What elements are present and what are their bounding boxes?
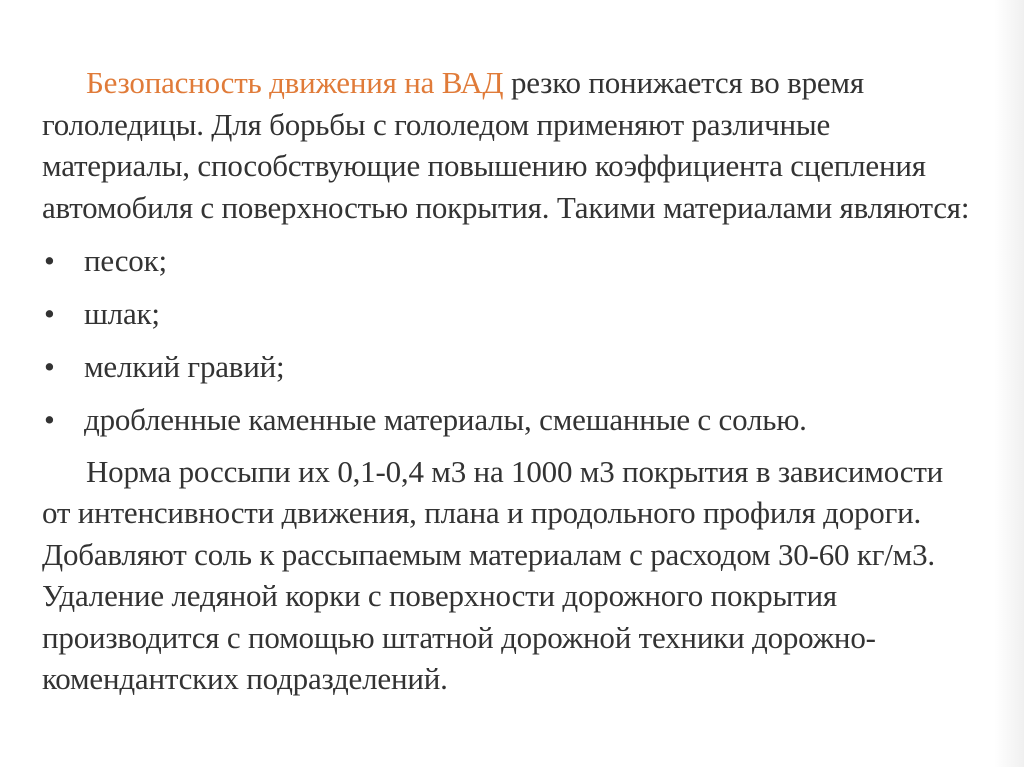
bullet-icon: • [44, 243, 55, 278]
outro-paragraph: Норма россыпи их 0,1-0,4 м3 на 1000 м3 покрытия в зависимости от интенсивности движения, плана и продольного профиля дороги. Добавляют соль к рассыпаемым материалам с расходом 30-60 кг/м3. Удаление ледяной корки с поверхности дорожного покрытия производится с помощью штатной дорожной техники дорожно-комендантских подразделений. [42, 453, 944, 696]
list-item-text: шлак; [84, 296, 160, 331]
list-item-text: мелкий гравий; [84, 349, 285, 384]
list-item [42, 346, 972, 388]
intro-highlight: Безопасность движения на ВАД [86, 65, 504, 100]
bullet-icon: • [44, 349, 55, 384]
intro-paragraph [42, 62, 972, 228]
materials-list [42, 240, 972, 441]
list-item-text: дробленные каменные материалы, смешанные с солью. [84, 402, 807, 437]
intro-text: резко понижается во время гололедицы. Для борьбы с гололедом применяют различные материалы, способствующие повышению коэффициента сцепления автомобиля с поверхностью покрытия. Такими материалами являются: [42, 65, 970, 225]
list-item [42, 399, 972, 441]
slide-content [42, 62, 972, 700]
list-item-text: песок; [84, 243, 167, 278]
list-item [42, 293, 972, 335]
bullet-icon: • [44, 402, 55, 437]
bullet-icon: • [44, 296, 55, 331]
slide-edge-shadow [994, 0, 1024, 767]
list-item [42, 240, 972, 282]
